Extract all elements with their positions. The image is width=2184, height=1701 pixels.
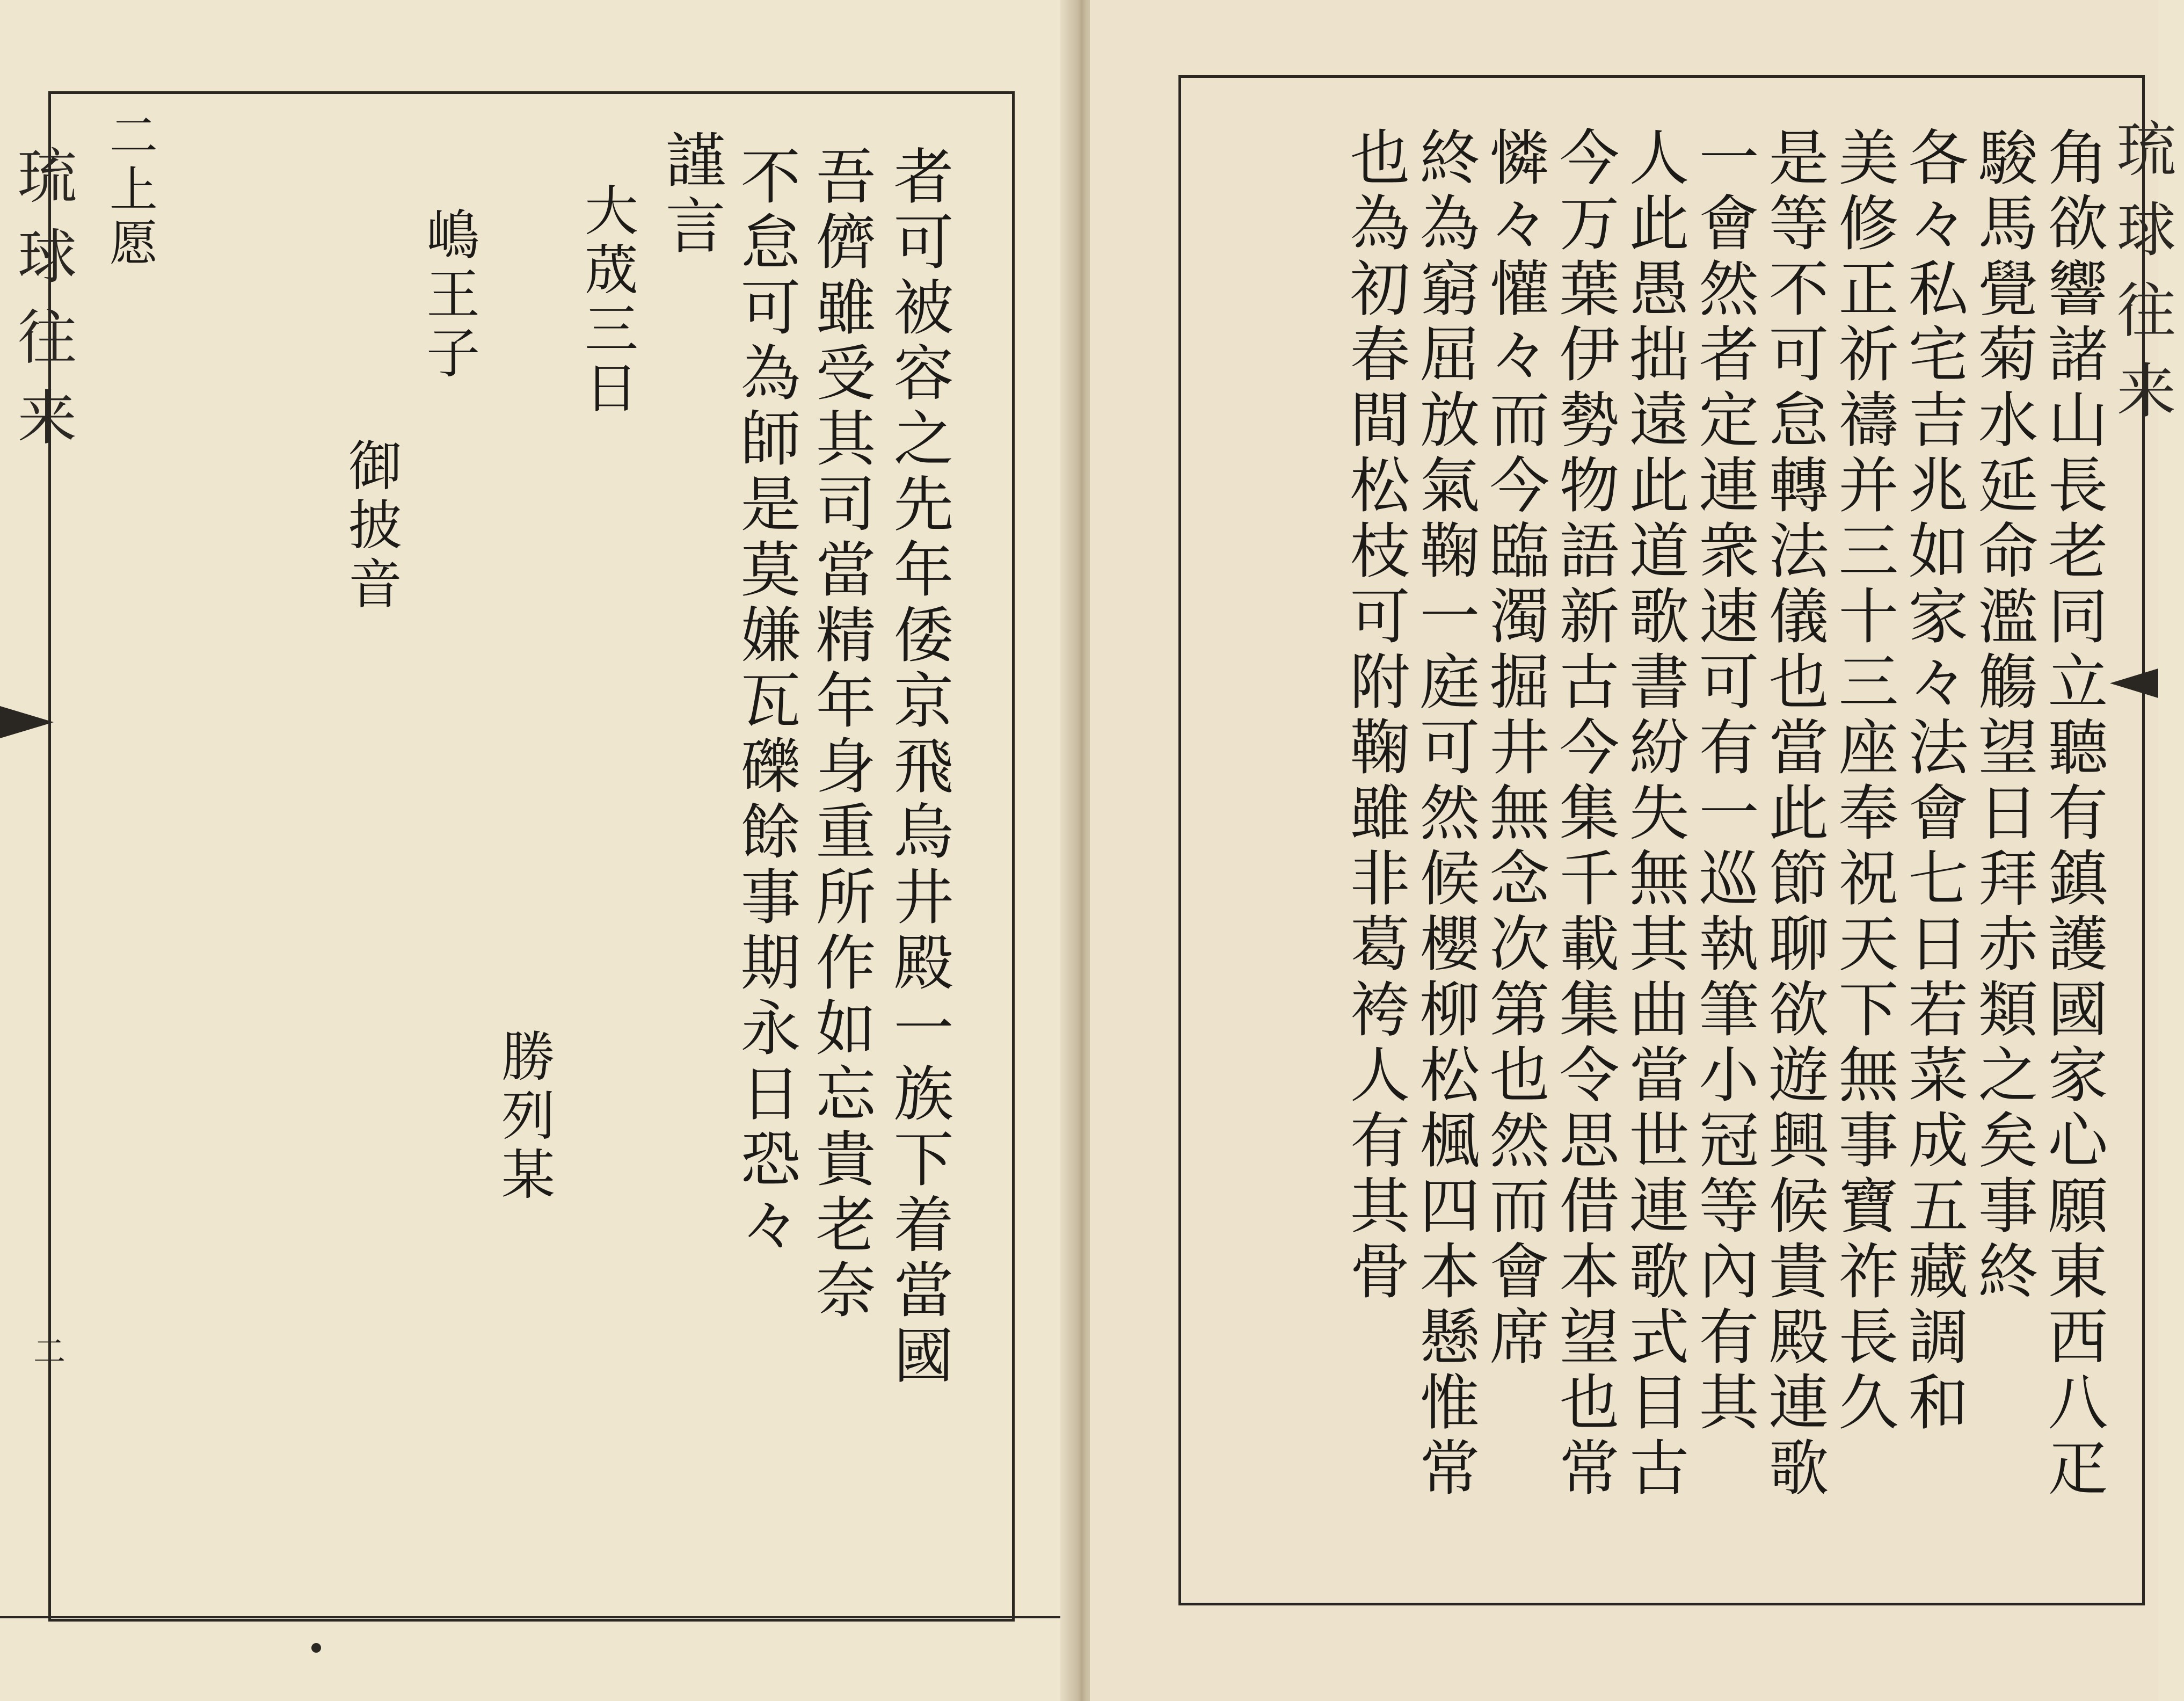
- left-page: [0, 0, 1068, 1701]
- left-text-frame: [48, 91, 1015, 1622]
- left-column-1: 者可被容之先年倭京飛烏井殿一族下着當國: [884, 145, 953, 1390]
- right-column-3: 各々私宅吉兆如家々法會七日若菜成五藏調和: [1898, 126, 1968, 1436]
- right-column-4: 美修正祈禱并三十三座奉祝天下無事寶祚長久: [1829, 126, 1898, 1436]
- right-column-2: 駿馬覺菊水延命濫觴望日拜赤類之矣事終: [1968, 126, 2038, 1305]
- left-bottom-mark: [311, 1643, 321, 1653]
- left-column-4: 謹言: [656, 129, 725, 260]
- letter-date: 大荿三日: [576, 183, 638, 419]
- right-page: [1090, 0, 2176, 1701]
- right-column-9: 憐々懽々而今臨濁掘井無念次第也然而會席: [1480, 126, 1549, 1371]
- letter-recipient: 勝列某: [492, 1028, 555, 1205]
- right-margin-title: 琉球往来: [2107, 118, 2176, 440]
- right-column-11: 也為初春間松枝可附鞠雖非葛袴人有其骨: [1340, 126, 1410, 1305]
- left-margin-title: 琉球往来: [8, 145, 77, 467]
- right-column-8: 今万葉伊勢物語新古今集千載集令思借本望也常: [1549, 126, 1619, 1502]
- letter-sender: 嶋王子: [417, 207, 480, 384]
- folio-number: 二: [33, 1333, 65, 1371]
- right-column-10: 終為窮屈放氣鞠一庭可然候櫻柳松楓四本懸惟常: [1410, 126, 1480, 1502]
- left-edge-tab: [0, 706, 54, 738]
- right-column-1: 角欲響諸山長老同立聽有鎮護國家心願東西八疋: [2038, 126, 2108, 1502]
- left-column-3: 不怠可為師是莫嫌瓦礫餘事期永日恐々: [731, 145, 800, 1259]
- letter-closing: 御披音: [339, 438, 402, 615]
- right-column-5: 是等不可怠轉法儀也當此節聊欲遊興候貴殿連歌: [1759, 126, 1829, 1502]
- left-column-2: 吾儕雖受其司當精年身重所作如忘貴老奈: [806, 145, 876, 1324]
- right-column-7: 人此愚拙遠此道歌書紛失無其曲當世連歌式目古: [1619, 126, 1689, 1502]
- section-label: 二上愿: [101, 110, 157, 271]
- right-column-6: 一會然者定連衆速可有一巡執筆小冠等內有其: [1689, 126, 1759, 1436]
- right-text-frame: [1178, 75, 2145, 1605]
